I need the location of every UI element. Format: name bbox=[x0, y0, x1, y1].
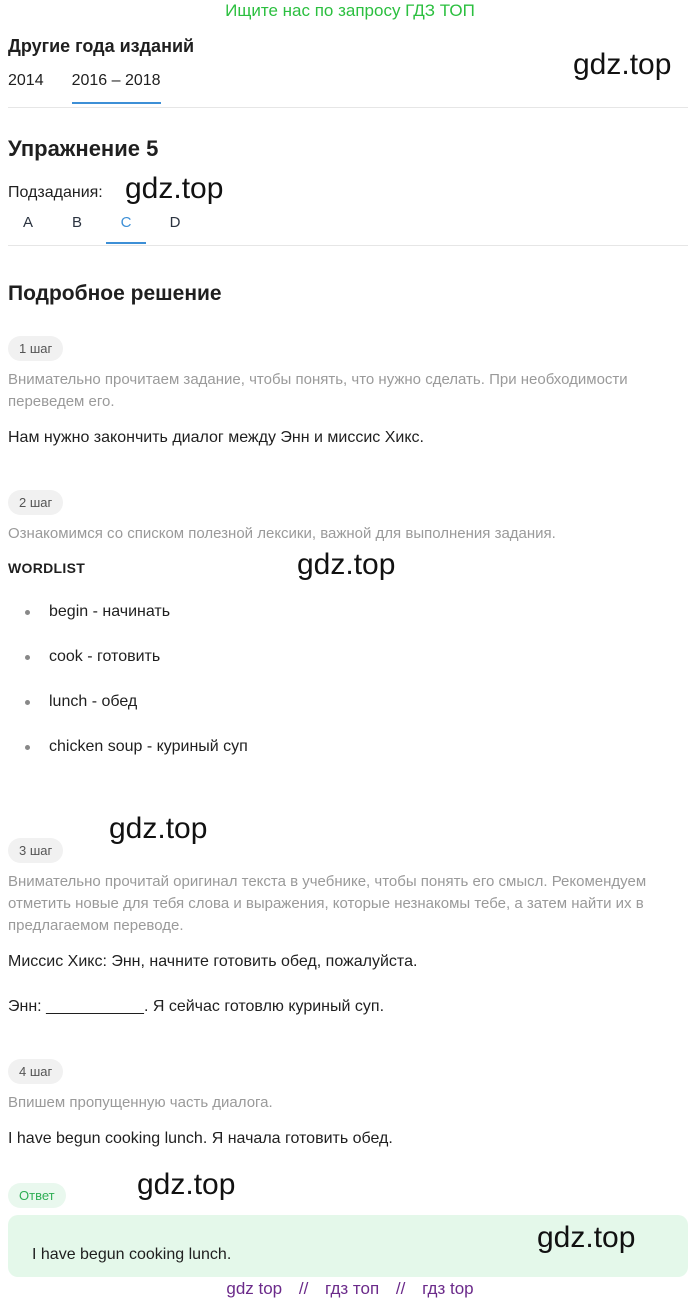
divider bbox=[8, 245, 688, 246]
tab-year-2016-2018[interactable]: 2016 – 2018 bbox=[72, 72, 161, 104]
solution-title: Подробное решение bbox=[8, 282, 222, 305]
list-item bbox=[8, 735, 248, 780]
subtask-tab-c[interactable]: C bbox=[106, 214, 146, 244]
exercise-title: Упражнение 5 bbox=[8, 136, 159, 161]
list-item bbox=[8, 690, 248, 735]
footer-separator: // bbox=[395, 1279, 406, 1298]
watermark: gdz.top bbox=[109, 812, 208, 845]
watermark: gdz.top bbox=[125, 172, 224, 205]
footer-link[interactable]: гдз топ bbox=[325, 1279, 380, 1298]
step-text: Нам нужно закончить диалог между Энн и миссис Хикс. bbox=[8, 429, 424, 446]
answer-text: I have begun cooking lunch. bbox=[32, 1246, 232, 1263]
editions-tabs bbox=[8, 72, 161, 104]
step-hint: Внимательно прочитаем задание, чтобы понять, что нужно сделать. При необходимости переведем его. bbox=[8, 371, 628, 410]
watermark: gdz.top bbox=[137, 1168, 236, 1201]
bullet-icon bbox=[25, 610, 30, 615]
bullet-icon bbox=[25, 700, 30, 705]
subtask-tab-d[interactable]: D bbox=[169, 214, 181, 231]
dialogue-line: Миссис Хикс: Энн, начните готовить обед, пожалуйста. bbox=[8, 953, 418, 970]
word-entry: begin - начинать bbox=[49, 603, 171, 620]
list-item bbox=[8, 600, 248, 645]
watermark: gdz.top bbox=[537, 1221, 636, 1254]
tab-year-2014[interactable]: 2014 bbox=[8, 72, 44, 89]
dialogue-line: Энн: ___________. Я сейчас готовлю куриный суп. bbox=[8, 998, 385, 1015]
bullet-icon bbox=[25, 745, 30, 750]
watermark: gdz.top bbox=[573, 48, 672, 81]
wordlist bbox=[8, 600, 248, 780]
step-badge: 1 шаг bbox=[8, 336, 63, 361]
step-badge: 2 шаг bbox=[8, 490, 63, 515]
word-entry: lunch - обед bbox=[49, 693, 138, 710]
step-text: I have begun cooking lunch. Я начала готовить обед. bbox=[8, 1130, 393, 1147]
footer-link[interactable]: гдз top bbox=[422, 1279, 474, 1298]
footer-link[interactable]: gdz top bbox=[226, 1279, 283, 1298]
step-badge: 4 шаг bbox=[8, 1059, 63, 1084]
top-banner: Ищите нас по запросу ГДЗ ТОП bbox=[225, 1, 475, 20]
word-entry: chicken soup - куриный суп bbox=[49, 738, 248, 755]
footer-separator: // bbox=[298, 1279, 309, 1298]
step-badge: 3 шаг bbox=[8, 838, 63, 863]
subtask-tabs bbox=[8, 214, 204, 244]
divider bbox=[8, 107, 688, 108]
step-hint: Впишем пропущенную часть диалога. bbox=[8, 1094, 273, 1111]
editions-title: Другие года изданий bbox=[8, 36, 195, 56]
step-hint: Ознакомимся со списком полезной лексики, важной для выполнения задания. bbox=[8, 525, 556, 542]
step-hint: Внимательно прочитай оригинал текста в учебнике, чтобы понять его смысл. Рекомендуем отметить новые для тебя слова и выражения, которые незнакомы тебе, а затем найти их в предлагаемом переводе. bbox=[8, 873, 647, 934]
footer-links bbox=[0, 1279, 700, 1299]
word-entry: cook - готовить bbox=[49, 648, 161, 665]
bullet-icon bbox=[25, 655, 30, 660]
subtasks-label: Подзадания: bbox=[8, 184, 103, 201]
subtask-tab-a[interactable]: A bbox=[22, 214, 33, 231]
wordlist-title: WORDLIST bbox=[8, 560, 86, 576]
answer-badge: Ответ bbox=[8, 1183, 66, 1208]
watermark: gdz.top bbox=[297, 548, 396, 581]
list-item bbox=[8, 645, 248, 690]
subtask-tab-b[interactable]: B bbox=[71, 214, 82, 231]
